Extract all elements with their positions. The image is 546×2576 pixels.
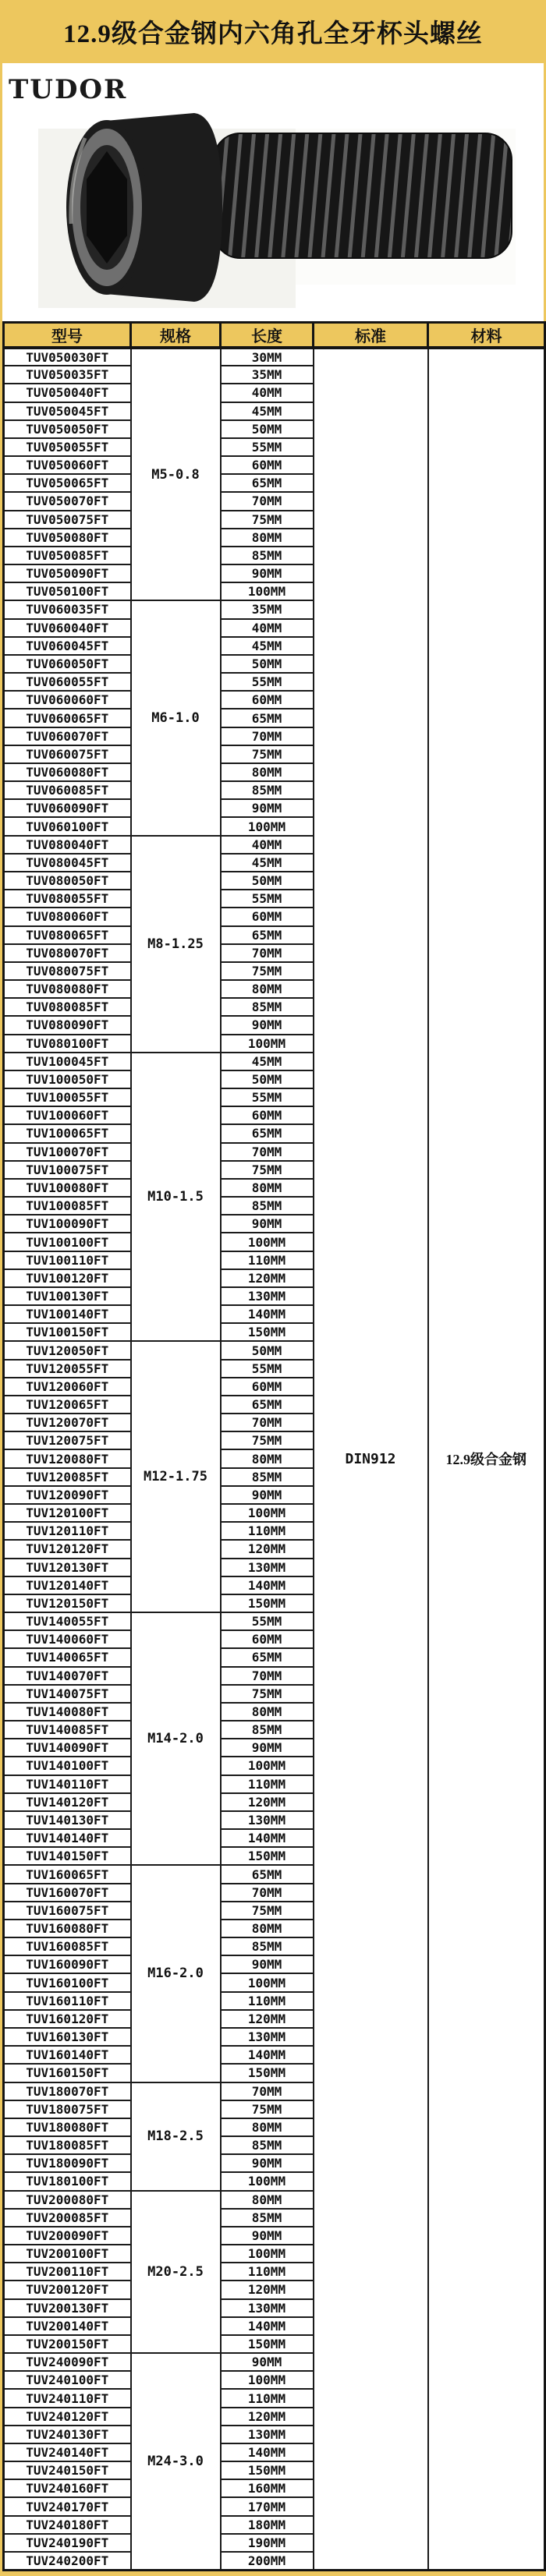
length-cell: 100MM	[221, 2172, 314, 2190]
model-cell: TUV120150FT	[4, 1594, 131, 1612]
length-cell: 85MM	[221, 1721, 314, 1739]
length-cell: 55MM	[221, 673, 314, 691]
length-cell: 75MM	[221, 1902, 314, 1920]
model-cell: TUV120055FT	[4, 1360, 131, 1378]
model-cell: TUV120070FT	[4, 1414, 131, 1431]
length-cell: 60MM	[221, 908, 314, 925]
title-banner	[0, 0, 546, 63]
model-cell: TUV200110FT	[4, 2263, 131, 2281]
length-cell: 75MM	[221, 962, 314, 980]
length-cell: 85MM	[221, 1197, 314, 1215]
model-cell: TUV140120FT	[4, 1793, 131, 1811]
model-cell: TUV060060FT	[4, 691, 131, 709]
spec-cell: M8-1.25	[131, 836, 221, 1053]
length-cell: 140MM	[221, 1576, 314, 1594]
length-cell: 130MM	[221, 1559, 314, 1576]
model-cell: TUV050065FT	[4, 474, 131, 492]
model-cell: TUV060045FT	[4, 637, 131, 655]
spec-table	[2, 321, 546, 2571]
length-cell: 70MM	[221, 727, 314, 745]
model-cell: TUV060055FT	[4, 673, 131, 691]
length-cell: 85MM	[221, 2209, 314, 2227]
model-cell: TUV180070FT	[4, 2082, 131, 2100]
model-cell: TUV160090FT	[4, 1955, 131, 1973]
length-cell: 80MM	[221, 2191, 314, 2209]
model-cell: TUV080075FT	[4, 962, 131, 980]
model-cell: TUV200100FT	[4, 2245, 131, 2263]
model-cell: TUV100110FT	[4, 1251, 131, 1269]
product-photo	[38, 107, 516, 311]
spec-cell: M12-1.75	[131, 1341, 221, 1612]
length-cell: 80MM	[221, 1703, 314, 1721]
model-cell: TUV240110FT	[4, 2389, 131, 2407]
table-row	[4, 348, 545, 366]
spec-cell: M6-1.0	[131, 600, 221, 835]
length-cell: 100MM	[221, 1504, 314, 1522]
model-cell: TUV100100FT	[4, 1233, 131, 1251]
model-cell: TUV160100FT	[4, 1973, 131, 1991]
header-material: 材料	[428, 323, 545, 349]
length-cell: 140MM	[221, 1305, 314, 1323]
model-cell: TUV140140FT	[4, 1829, 131, 1847]
length-cell: 190MM	[221, 2534, 314, 2552]
length-cell: 90MM	[221, 2227, 314, 2245]
length-cell: 80MM	[221, 529, 314, 547]
length-cell: 150MM	[221, 2064, 314, 2082]
model-cell: TUV160065FT	[4, 1865, 131, 1883]
model-cell: TUV080070FT	[4, 944, 131, 962]
length-cell: 60MM	[221, 456, 314, 474]
model-cell: TUV050085FT	[4, 547, 131, 564]
length-cell: 120MM	[221, 2281, 314, 2298]
model-cell: TUV080060FT	[4, 908, 131, 925]
model-cell: TUV100080FT	[4, 1179, 131, 1197]
model-cell: TUV080040FT	[4, 836, 131, 854]
length-cell: 80MM	[221, 980, 314, 998]
length-cell: 60MM	[221, 691, 314, 709]
model-cell: TUV240200FT	[4, 2552, 131, 2570]
model-cell: TUV080065FT	[4, 926, 131, 944]
model-cell: TUV080080FT	[4, 980, 131, 998]
model-cell: TUV140075FT	[4, 1685, 131, 1703]
length-cell: 75MM	[221, 1161, 314, 1179]
length-cell: 75MM	[221, 1431, 314, 1449]
header-length: 长度	[221, 323, 314, 349]
model-cell: TUV120050FT	[4, 1341, 131, 1359]
model-cell: TUV050075FT	[4, 511, 131, 529]
length-cell: 170MM	[221, 2497, 314, 2515]
model-cell: TUV160140FT	[4, 2046, 131, 2064]
model-cell: TUV160070FT	[4, 1884, 131, 1902]
length-cell: 85MM	[221, 1937, 314, 1955]
length-cell: 110MM	[221, 1992, 314, 2010]
length-cell: 85MM	[221, 2136, 314, 2154]
model-cell: TUV180075FT	[4, 2100, 131, 2118]
length-cell: 110MM	[221, 1775, 314, 1793]
length-cell: 110MM	[221, 2263, 314, 2281]
model-cell: TUV080045FT	[4, 854, 131, 872]
model-cell: TUV240140FT	[4, 2443, 131, 2461]
length-cell: 90MM	[221, 564, 314, 582]
model-cell: TUV240120FT	[4, 2408, 131, 2426]
length-cell: 75MM	[221, 2100, 314, 2118]
length-cell: 180MM	[221, 2516, 314, 2534]
length-cell: 140MM	[221, 2443, 314, 2461]
model-cell: TUV050060FT	[4, 456, 131, 474]
table-body	[4, 348, 545, 2570]
spec-cell: M20-2.5	[131, 2191, 221, 2354]
length-cell: 120MM	[221, 1269, 314, 1287]
length-cell: 90MM	[221, 1739, 314, 1757]
length-cell: 50MM	[221, 655, 314, 673]
model-cell: TUV140080FT	[4, 1703, 131, 1721]
brand-logo: TUDOR	[9, 74, 128, 105]
model-cell: TUV160120FT	[4, 2010, 131, 2028]
model-cell: TUV180100FT	[4, 2172, 131, 2190]
model-cell: TUV240100FT	[4, 2371, 131, 2389]
model-cell: TUV060100FT	[4, 817, 131, 835]
length-cell: 65MM	[221, 1396, 314, 1414]
model-cell: TUV050090FT	[4, 564, 131, 582]
length-cell: 120MM	[221, 1540, 314, 1558]
model-cell: TUV060065FT	[4, 709, 131, 727]
page-title: 12.9级合金钢内六角孔全牙杯头螺丝	[63, 20, 483, 48]
model-cell: TUV200090FT	[4, 2227, 131, 2245]
model-cell: TUV180090FT	[4, 2154, 131, 2172]
length-cell: 110MM	[221, 1522, 314, 1540]
model-cell: TUV120090FT	[4, 1486, 131, 1504]
length-cell: 35MM	[221, 366, 314, 384]
model-cell: TUV080100FT	[4, 1035, 131, 1053]
model-cell: TUV140060FT	[4, 1630, 131, 1648]
spec-cell: M14-2.0	[131, 1612, 221, 1865]
model-cell: TUV160110FT	[4, 1992, 131, 2010]
model-cell: TUV200080FT	[4, 2191, 131, 2209]
length-cell: 75MM	[221, 511, 314, 529]
model-cell: TUV100050FT	[4, 1070, 131, 1088]
model-cell: TUV120080FT	[4, 1449, 131, 1467]
model-cell: TUV060075FT	[4, 745, 131, 763]
model-cell: TUV100070FT	[4, 1143, 131, 1161]
length-cell: 80MM	[221, 1920, 314, 1937]
model-cell: TUV050080FT	[4, 529, 131, 547]
length-cell: 200MM	[221, 2552, 314, 2570]
model-cell: TUV240090FT	[4, 2353, 131, 2371]
model-cell: TUV050045FT	[4, 402, 131, 420]
length-cell: 75MM	[221, 745, 314, 763]
length-cell: 80MM	[221, 763, 314, 781]
model-cell: TUV240130FT	[4, 2426, 131, 2443]
model-cell: TUV160075FT	[4, 1902, 131, 1920]
length-cell: 60MM	[221, 1630, 314, 1648]
length-cell: 100MM	[221, 2371, 314, 2389]
length-cell: 30MM	[221, 348, 314, 366]
model-cell: TUV140055FT	[4, 1612, 131, 1630]
length-cell: 85MM	[221, 1468, 314, 1486]
length-cell: 130MM	[221, 1287, 314, 1305]
length-cell: 70MM	[221, 1143, 314, 1161]
model-cell: TUV050050FT	[4, 420, 131, 438]
model-cell: TUV200140FT	[4, 2317, 131, 2335]
length-cell: 100MM	[221, 582, 314, 600]
length-cell: 50MM	[221, 1341, 314, 1359]
length-cell: 65MM	[221, 1124, 314, 1142]
model-cell: TUV100065FT	[4, 1124, 131, 1142]
model-cell: TUV120085FT	[4, 1468, 131, 1486]
length-cell: 35MM	[221, 600, 314, 618]
length-cell: 70MM	[221, 1884, 314, 1902]
model-cell: TUV060050FT	[4, 655, 131, 673]
length-cell: 90MM	[221, 1486, 314, 1504]
length-cell: 65MM	[221, 926, 314, 944]
model-cell: TUV060080FT	[4, 763, 131, 781]
model-cell: TUV200130FT	[4, 2299, 131, 2317]
length-cell: 60MM	[221, 1106, 314, 1124]
model-cell: TUV050100FT	[4, 582, 131, 600]
model-cell: TUV100060FT	[4, 1106, 131, 1124]
length-cell: 55MM	[221, 438, 314, 456]
model-cell: TUV100055FT	[4, 1088, 131, 1106]
length-cell: 100MM	[221, 1233, 314, 1251]
screw-image	[38, 107, 516, 311]
length-cell: 65MM	[221, 709, 314, 727]
spec-cell: M16-2.0	[131, 1865, 221, 2082]
length-cell: 70MM	[221, 944, 314, 962]
model-cell: TUV100140FT	[4, 1305, 131, 1323]
model-cell: TUV120065FT	[4, 1396, 131, 1414]
model-cell: TUV080055FT	[4, 890, 131, 908]
model-cell: TUV240160FT	[4, 2479, 131, 2497]
length-cell: 100MM	[221, 817, 314, 835]
length-cell: 140MM	[221, 2317, 314, 2335]
length-cell: 85MM	[221, 998, 314, 1016]
length-cell: 130MM	[221, 2426, 314, 2443]
table-header	[4, 323, 545, 349]
length-cell: 40MM	[221, 384, 314, 402]
model-cell: TUV200085FT	[4, 2209, 131, 2227]
model-cell: TUV120075FT	[4, 1431, 131, 1449]
model-cell: TUV080050FT	[4, 872, 131, 890]
length-cell: 80MM	[221, 2118, 314, 2136]
model-cell: TUV240170FT	[4, 2497, 131, 2515]
length-cell: 120MM	[221, 1793, 314, 1811]
length-cell: 150MM	[221, 1847, 314, 1865]
model-cell: TUV160130FT	[4, 2028, 131, 2046]
length-cell: 90MM	[221, 1215, 314, 1233]
model-cell: TUV140085FT	[4, 1721, 131, 1739]
header-standard: 标准	[314, 323, 428, 349]
length-cell: 50MM	[221, 872, 314, 890]
model-cell: TUV160150FT	[4, 2064, 131, 2082]
length-cell: 70MM	[221, 1667, 314, 1685]
length-cell: 150MM	[221, 1594, 314, 1612]
length-cell: 55MM	[221, 1088, 314, 1106]
model-cell: TUV180080FT	[4, 2118, 131, 2136]
model-cell: TUV120100FT	[4, 1504, 131, 1522]
length-cell: 80MM	[221, 1179, 314, 1197]
model-cell: TUV100120FT	[4, 1269, 131, 1287]
length-cell: 40MM	[221, 836, 314, 854]
model-cell: TUV160080FT	[4, 1920, 131, 1937]
length-cell: 55MM	[221, 890, 314, 908]
length-cell: 100MM	[221, 1757, 314, 1775]
model-cell: TUV240190FT	[4, 2534, 131, 2552]
spec-cell: M24-3.0	[131, 2353, 221, 2570]
length-cell: 70MM	[221, 1414, 314, 1431]
spec-cell: M10-1.5	[131, 1053, 221, 1342]
length-cell: 150MM	[221, 2335, 314, 2353]
material-cell: 12.9级合金钢	[428, 348, 545, 2570]
length-cell: 110MM	[221, 2389, 314, 2407]
length-cell: 90MM	[221, 2353, 314, 2371]
model-cell: TUV050055FT	[4, 438, 131, 456]
length-cell: 100MM	[221, 1973, 314, 1991]
model-cell: TUV100130FT	[4, 1287, 131, 1305]
length-cell: 100MM	[221, 2245, 314, 2263]
model-cell: TUV050030FT	[4, 348, 131, 366]
model-cell: TUV080090FT	[4, 1016, 131, 1034]
model-cell: TUV050070FT	[4, 492, 131, 510]
model-cell: TUV100085FT	[4, 1197, 131, 1215]
length-cell: 45MM	[221, 637, 314, 655]
model-cell: TUV240150FT	[4, 2461, 131, 2479]
length-cell: 150MM	[221, 1323, 314, 1341]
model-cell: TUV050040FT	[4, 384, 131, 402]
product-panel	[2, 63, 544, 321]
length-cell: 55MM	[221, 1360, 314, 1378]
length-cell: 150MM	[221, 2461, 314, 2479]
model-cell: TUV140070FT	[4, 1667, 131, 1685]
length-cell: 70MM	[221, 492, 314, 510]
spec-cell: M18-2.5	[131, 2082, 221, 2191]
model-cell: TUV120140FT	[4, 1576, 131, 1594]
model-cell: TUV140065FT	[4, 1648, 131, 1666]
model-cell: TUV060040FT	[4, 619, 131, 637]
length-cell: 120MM	[221, 2010, 314, 2028]
model-cell: TUV060085FT	[4, 781, 131, 799]
length-cell: 140MM	[221, 1829, 314, 1847]
length-cell: 160MM	[221, 2479, 314, 2497]
model-cell: TUV050035FT	[4, 366, 131, 384]
length-cell: 80MM	[221, 1449, 314, 1467]
model-cell: TUV140100FT	[4, 1757, 131, 1775]
length-cell: 110MM	[221, 1251, 314, 1269]
model-cell: TUV080085FT	[4, 998, 131, 1016]
length-cell: 65MM	[221, 474, 314, 492]
header-spec: 规格	[131, 323, 221, 349]
model-cell: TUV100090FT	[4, 1215, 131, 1233]
length-cell: 90MM	[221, 2154, 314, 2172]
length-cell: 85MM	[221, 547, 314, 564]
length-cell: 50MM	[221, 1070, 314, 1088]
length-cell: 90MM	[221, 799, 314, 817]
model-cell: TUV120060FT	[4, 1378, 131, 1396]
model-cell: TUV140150FT	[4, 1847, 131, 1865]
length-cell: 45MM	[221, 402, 314, 420]
model-cell: TUV100075FT	[4, 1161, 131, 1179]
length-cell: 45MM	[221, 1053, 314, 1070]
model-cell: TUV240180FT	[4, 2516, 131, 2534]
model-cell: TUV120110FT	[4, 1522, 131, 1540]
length-cell: 85MM	[221, 781, 314, 799]
length-cell: 55MM	[221, 1612, 314, 1630]
length-cell: 60MM	[221, 1378, 314, 1396]
length-cell: 70MM	[221, 2082, 314, 2100]
length-cell: 65MM	[221, 1648, 314, 1666]
model-cell: TUV100150FT	[4, 1323, 131, 1341]
length-cell: 45MM	[221, 854, 314, 872]
length-cell: 90MM	[221, 1016, 314, 1034]
model-cell: TUV200120FT	[4, 2281, 131, 2298]
model-cell: TUV060035FT	[4, 600, 131, 618]
length-cell: 130MM	[221, 2299, 314, 2317]
length-cell: 75MM	[221, 1685, 314, 1703]
header-model: 型号	[4, 323, 131, 349]
length-cell: 130MM	[221, 1811, 314, 1829]
length-cell: 100MM	[221, 1035, 314, 1053]
length-cell: 65MM	[221, 1865, 314, 1883]
model-cell: TUV120120FT	[4, 1540, 131, 1558]
length-cell: 50MM	[221, 420, 314, 438]
spec-cell: M5-0.8	[131, 348, 221, 600]
model-cell: TUV160085FT	[4, 1937, 131, 1955]
model-cell: TUV140090FT	[4, 1739, 131, 1757]
model-cell: TUV140130FT	[4, 1811, 131, 1829]
length-cell: 140MM	[221, 2046, 314, 2064]
length-cell: 90MM	[221, 1955, 314, 1973]
length-cell: 130MM	[221, 2028, 314, 2046]
model-cell: TUV100045FT	[4, 1053, 131, 1070]
model-cell: TUV140110FT	[4, 1775, 131, 1793]
length-cell: 40MM	[221, 619, 314, 637]
length-cell: 120MM	[221, 2408, 314, 2426]
model-cell: TUV060070FT	[4, 727, 131, 745]
model-cell: TUV200150FT	[4, 2335, 131, 2353]
standard-cell: DIN912	[314, 348, 428, 2570]
model-cell: TUV180085FT	[4, 2136, 131, 2154]
model-cell: TUV120130FT	[4, 1559, 131, 1576]
model-cell: TUV060090FT	[4, 799, 131, 817]
